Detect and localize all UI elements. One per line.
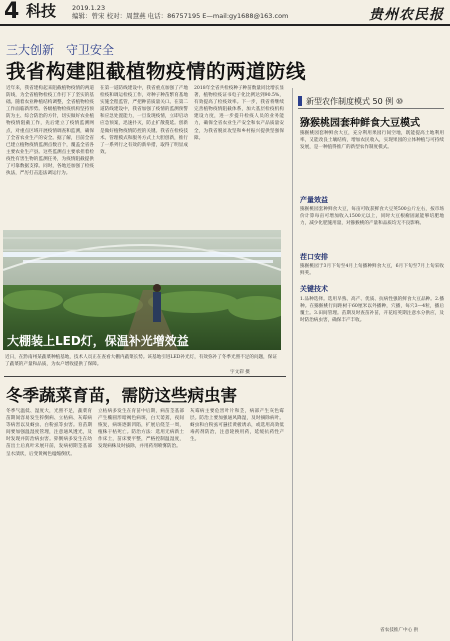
sidebar-header-bar <box>298 96 302 106</box>
story-column-3: 2018年全省共检疫种子种苗数量同比增长显著，植物检疫证书电子化比例达到90.5%，有效提高了检疫效率。下一步，我省将继续完善植物疫情阻截体系，加大基层检疫机构建设力度，进一步提升检疫人员的业务能力，确保全省农业生产安全和农产品质量安全，为我省脱贫攻坚和乡村振兴提供坚强保障。 <box>194 86 284 141</box>
photo-overlay-caption: 大棚装上LED灯，保温补光增效益 <box>7 334 189 348</box>
sidebar-column-header <box>298 94 444 109</box>
sidebar-title: 猕猴桃园套种鲜食大豆模式 <box>300 118 420 129</box>
sidebar-yield-text: 猕猴桃园套种鲜食大豆，每亩可收获鲜食大豆荚500公斤左右，按市场价计算每亩可增加收入1500元以上，同时大豆根瘤固氮能够培肥地力，减少化肥施用量，对猕猴桃的产量和品质均无不良影响。 <box>300 207 444 227</box>
photo-credit: 宇文彩 摄 <box>230 370 250 375</box>
photo-caption: 近日，在黔南州某蔬菜种植基地，技术人员正在查看大棚内蔬菜长势。该基地引进LED补光灯，有效弥补了冬季光照不足的问题，保证了蔬菜的产量和品质，为农户增收提供了保障。 <box>5 355 277 367</box>
section-name: 科技 <box>26 2 57 20</box>
page-number: 4 <box>4 0 20 24</box>
sidebar-schedule-text: 猕猴桃园于3月下旬至4月上旬播种鲜食大豆，6月下旬至7月上旬采收鲜荚。 <box>300 264 444 277</box>
sidebar-column-name: 新型农作制度模式 50 例 ⑩ <box>306 97 403 106</box>
second-headline: 冬季蔬菜育苗，需防这些病虫害 <box>6 386 237 405</box>
story-kicker: 三大创新 守卫安全 <box>6 43 115 57</box>
section-divider <box>4 376 286 377</box>
greenhouse-photo <box>3 230 281 350</box>
paper-logo: 贵州农民报 <box>369 7 444 23</box>
story-column-1: 近年来，我省建构起来阻截植物疫情的两道防线，为全省植物检疫工作打下了坚实的基础。随着农业种植结构调整，全省植物检疫工作面临新形势。各级植物检疫机构坚持预防为主、综合防治的方针，切实做好农业植物疫情阻截工作，先后建立了疫情监测网点，对重点区域开展疫情调查和监测，确保了全省农业生产的安全。据了解，目前全省已建立植物疫情监测点数百个，覆盖全省各主要农业生产县。这些监测点主要承担着检疫性有害生物的监测任务，为疫情阻截提供了可靠数据支撑。同时，各地还加强了检疫执法，严厉打击违法调运行为。 <box>6 86 94 177</box>
second-column-1: 冬季气温低、湿度大，光照不足，蔬菜育苗期间容易发生猝倒病、立枯病、灰霉病等病害以及蚜虫、白粉虱等虫害。育苗期间要加强温湿度管理，注意通风透光，及时发现并防治病虫害。猝倒病多发生在幼苗出土后真叶未展开前，发病初期茎基部呈水渍状，后变黄褐色缢缩倒伏。 <box>6 409 92 457</box>
sidebar-subhead-schedule: 茬口安排 <box>300 253 328 261</box>
second-column-2: 立枯病多发生在育苗中后期，病苗茎基部产生椭圆形暗褐色病斑，白天萎蔫，夜间恢复，病斑逐渐凹陷，扩展后绕茎一周，植株干枯死亡。防治方法：选用无病新土作床土，苗床要平整，严格控制温湿度，发现病株及时拔除，并用药剂喷雾防治。 <box>98 409 184 450</box>
story-headline: 我省构建阻截植物疫情的两道防线 <box>6 60 307 83</box>
sidebar-subhead-techniques: 关键技术 <box>300 285 328 293</box>
sidebar-intro: 猕猴桃园套种鲜食大豆，充分利用果园行间空地，既能提高土地利用率，又能改良土壤结构，增加农民收入，实现果园的立体种植与可持续发展，是一种值得推广的新型农作制度模式。 <box>300 131 444 151</box>
staff-contacts: 编辑：曾宋 校对：周慧燕 电话：86757195 E—mail:gy1688@163.com <box>72 11 289 20</box>
masthead <box>0 0 450 26</box>
sidebar-source-credit: 省农技推广中心 供 <box>380 628 419 633</box>
second-column-3: 灰霉病主要危害叶片和茎，病部产生灰色霉层。防治上要加强通风降湿，及时摘除病叶。蚜虫和白粉虱可悬挂黄板诱杀，或选用高效低毒药剂防治，注意轮换用药，延缓抗药性产生。 <box>190 409 284 443</box>
issue-date: 2019.1.23 <box>72 4 106 12</box>
date-staff-line <box>72 5 288 20</box>
story-column-2: 在第一道防线建设中，我省重点加强了产地检疫和调运检疫工作，对种子种苗繁育基地实施全程监管，严把种苗质量关口。在第二道防线建设中，我省加强了疫情的监测预警和应急处置能力，一旦发现疫情，立即启动应急预案，迅速扑灭，防止扩散蔓延。创新是做好植物疫情防控的关键。我省在检疫技术、管理模式和服务方式上大胆创新，推行了一系列行之有效的新举措，取得了明显成效。 <box>100 86 188 155</box>
sidebar-techniques-text: 1.品种选择。选用早熟、高产、优质、抗病性强的鲜食大豆品种。2.播种。在猕猴桃行间距树干60厘米以外播种，穴播，每穴3—4粒，播后覆土。3.田间管理。苗期及时查苗补苗，开花结荚期注意水分供应，及时防治病虫害，确保丰产丰收。 <box>300 297 444 324</box>
sidebar-subhead-yield: 产量效益 <box>300 196 328 204</box>
